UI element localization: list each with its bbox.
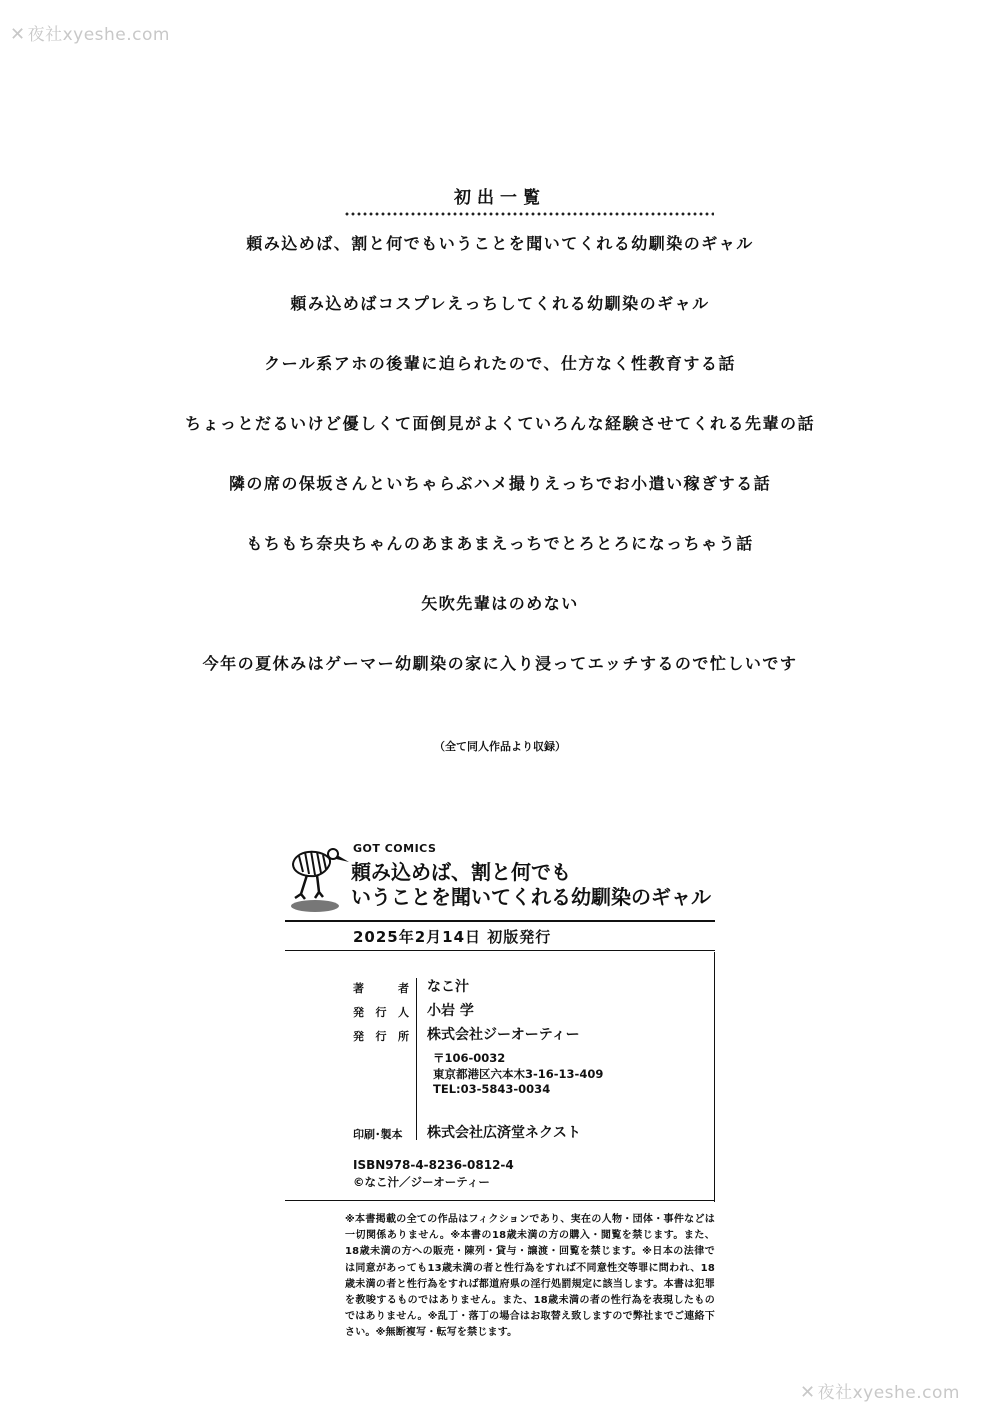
label-char: 所: [398, 1030, 409, 1043]
label-char: 著: [353, 982, 364, 995]
rule: [285, 920, 715, 922]
label-char: 発: [353, 1006, 364, 1019]
publisher-label: [353, 1028, 409, 1044]
printer-label: 印刷･製本: [353, 1128, 403, 1141]
printer-name: 株式会社広済堂ネクスト: [427, 1125, 581, 1141]
toc-item: 頼み込めばコスプレえっちしてくれる幼馴染のギャル: [290, 294, 710, 313]
bird-logo-icon: [285, 840, 353, 915]
toc-item: 頼み込めば、割と何でもいうことを聞いてくれる幼馴染のギャル: [246, 234, 754, 253]
toc-item: クール系アホの後輩に迫られたので、仕方なく性教育する話: [264, 354, 736, 373]
toc-item: ちょっとだるいけど優しくて面倒見がよくていろんな経験させてくれる先輩の話: [184, 414, 815, 433]
toc-item: 矢吹先輩はのめない: [421, 594, 579, 613]
imprint: GOT COMICS: [353, 842, 437, 855]
rule: [285, 950, 715, 951]
author-name: なこ汁: [427, 979, 469, 995]
label-char: 人: [398, 1006, 409, 1019]
x-logo-icon: ✕: [800, 1382, 816, 1403]
toc-title: 初出一覧: [454, 188, 546, 208]
x-logo-icon: ✕: [10, 24, 26, 45]
postal-code: 〒106-0032: [433, 1051, 506, 1065]
label-char: 者: [398, 982, 409, 995]
watermark-text: 夜社xyeshe.com: [27, 25, 170, 45]
telephone: TEL:03-5843-0034: [433, 1082, 551, 1096]
watermark-text: 夜社xyeshe.com: [817, 1383, 960, 1403]
book-title-line2: いうことを聞いてくれる幼馴染のギャル: [351, 885, 711, 909]
toc-item: もちもち奈央ちゃんのあまあまえっちでとろとろになっちゃう話: [246, 534, 754, 553]
vertical-rule: [416, 978, 417, 1140]
toc-item: 今年の夏休みはゲーマー幼馴染の家に入り浸ってエッチするので忙しいです: [202, 654, 798, 673]
label-char: 発: [353, 1030, 364, 1043]
publisher-person: 小岩 学: [427, 1003, 474, 1019]
label-char: 行: [375, 1030, 387, 1043]
publication-date: 2025年2月14日 初版発行: [353, 928, 552, 946]
publisher-person-label: [353, 1004, 409, 1020]
author-label: [353, 980, 409, 996]
watermark-top: [10, 20, 170, 45]
source-note: （全て同人作品より収録）: [434, 740, 566, 753]
publisher-name: 株式会社ジーオーティー: [427, 1027, 580, 1043]
book-title-line1: 頼み込めば、割と何でも: [351, 860, 571, 884]
watermark-bottom: [800, 1378, 960, 1403]
toc-list: [0, 233, 1000, 713]
vertical-rule: [714, 952, 715, 1202]
label-char: 行: [375, 1006, 387, 1019]
copyright: ©なこ汁／ジーオーティー: [353, 1175, 490, 1189]
book-title: [351, 860, 711, 910]
address: 東京都港区六本木3-16-13-409: [433, 1067, 604, 1081]
rule: [285, 1200, 715, 1201]
toc-item: 隣の席の保坂さんといちゃらぶハメ撮りえっちでお小遣い稼ぎする話: [228, 474, 772, 493]
isbn: ISBN978-4-8236-0812-4: [353, 1158, 514, 1172]
dotted-divider: [344, 212, 714, 216]
legal-notice: ※本書掲載の全ての作品はフィクションであり、実在の人物・団体・事件などは一切関係ありません。※本書の18歳未満の方の購入・閲覧を禁じます。また、18歳未満の方への販売・陳列・貸与・譲渡・回覧を禁じます。※日本の法律では同意があっても13歳未満の者と性行為をすれば不同意性交等罪に問われ、18歳未満の者と性行為をすれば都道府県の淫行処罰規定に該当します。本書は犯罪を教唆するものではありません。また、18歳未満の者の性行為を表現したものではありません。※乱丁・落丁の場合はお取替え致しますので弊社までご連絡下さい。※無断複写・転写を禁じます。: [345, 1214, 715, 1339]
